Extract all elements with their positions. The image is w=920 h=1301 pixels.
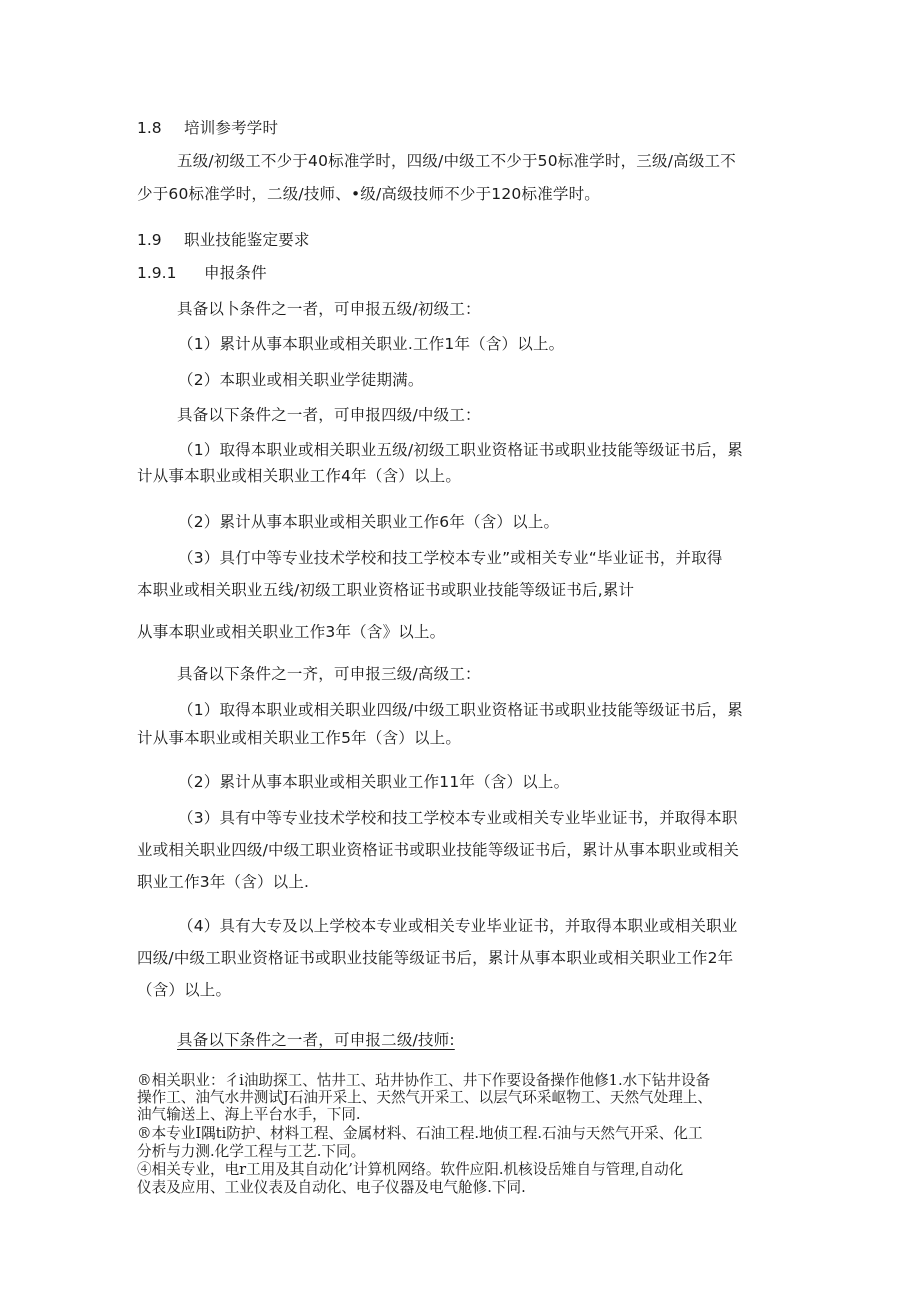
level4-intro: 具备以下条件之一者，可申报四级/中级工： (177, 406, 481, 424)
section-number: 1.9 (137, 231, 162, 249)
paragraph-line: 五级/初级工不少于40标准学时，四级/中级工不少于50标准学时，三级/高级工不 (177, 152, 736, 170)
list-item: （2）本职业或相关职业学徒期满。 (178, 371, 424, 389)
underlined-text: 具备以下条件之一者， (177, 1031, 335, 1049)
list-item: （1）取得本职业或相关职业五级/初级工职业资格证书或职业技能等级证书后，累 (178, 441, 743, 459)
list-item: （1）取得本职业或相关职业四级/中级工职业资格证书或职业技能等级证书后，累 (178, 701, 743, 719)
list-item: （1）累计从事本职业或相关职业.工作1年（含）以上。 (178, 335, 565, 353)
footnote-line: ®本专业I隅ti防护、材料工程、金属材料、石油工程.地侦工程.石油与天然气开采、化工 (137, 1125, 703, 1142)
list-item-continuation: 四级/中级工职业资格证书或职业技能等级证书后，累计从事本职业或相关职业工作2年 (137, 949, 734, 967)
footnote-line: 分析与力测.化学工程与工艺.下同。 (137, 1143, 366, 1160)
footnote-line: ④相关专业，电r工用及其自动化’计算机网络。软件应阳.机核设岳雉自与管理,自动化 (137, 1161, 684, 1178)
section-title: 申报条件 (204, 264, 267, 282)
list-item-continuation: 计从事本职业或相关职业工作5年（含）以上。 (137, 729, 462, 747)
footnote-line: 仪表及应用、工业仪表及自动化、电子仪器及电气舱修.下同. (137, 1179, 526, 1196)
level2-intro (177, 1030, 455, 1050)
list-item-continuation: 业或相关职业四级/中级工职业资格证书或职业技能等级证书后，累计从事本职业或相关 (137, 841, 740, 859)
list-item: （3）具有中等专业技术学校和技工学校本专业或相关专业毕业证书，并取得本职 (178, 809, 738, 827)
list-item: （3）具仃中等专业技术学校和技工学校本专业”或相关专业“毕业证书，并取得 (178, 549, 723, 567)
section-title: 职业技能鉴定要求 (184, 231, 310, 249)
list-item-continuation: 计从事本职业或相关职业工作4年（含）以上。 (137, 467, 462, 485)
section-number: 1.8 (137, 119, 162, 137)
level3-intro: 具备以下条件之一齐，可申报三级/高级工： (177, 665, 481, 683)
section-number: 1.9.1 (137, 264, 177, 282)
list-item-continuation: 本职业或相关职业五线/初级工职业资格证书或职业技能等级证书后,累计 (137, 581, 635, 599)
underlined-text: 可申报二级/技师: (334, 1031, 455, 1049)
footnote-line: ®相关职业：彳i油助探工、怙井工、玷井协作工、井下作要设备操作他修1.水下钻井设备 (137, 1072, 711, 1089)
footnote-line: 油气输送上、海上平台水手，下同. (137, 1106, 361, 1123)
level5-intro: 具备以卜条件之一者，可申报五级/初级工： (177, 300, 481, 318)
list-item-continuation: （含）以上。 (137, 981, 232, 999)
list-item: （2）累计从事本职业或相关职业工作11年（含）以上。 (178, 773, 570, 791)
paragraph-line: 少于60标准学时，二级/技师、•级/高级技师不少于120标准学时。 (137, 185, 600, 203)
list-item: （4）具有大专及以上学校本专业或相关专业毕业证书，并取得本职业或相关职业 (178, 917, 738, 935)
footnote-line: 操作工、油气水井测试J石油开采上、天然气开采工、以层气环采岖物工、天然气处理上、 (137, 1089, 713, 1106)
section-title: 培训参考学时 (184, 119, 279, 137)
list-item-continuation: 从事本职业或相关职业工作3年（含》以上。 (137, 623, 446, 641)
list-item: （2）累计从事本职业或相关职业工作6年（含）以上。 (178, 513, 560, 531)
list-item-continuation: 职业工作3年（含）以上. (137, 873, 310, 891)
